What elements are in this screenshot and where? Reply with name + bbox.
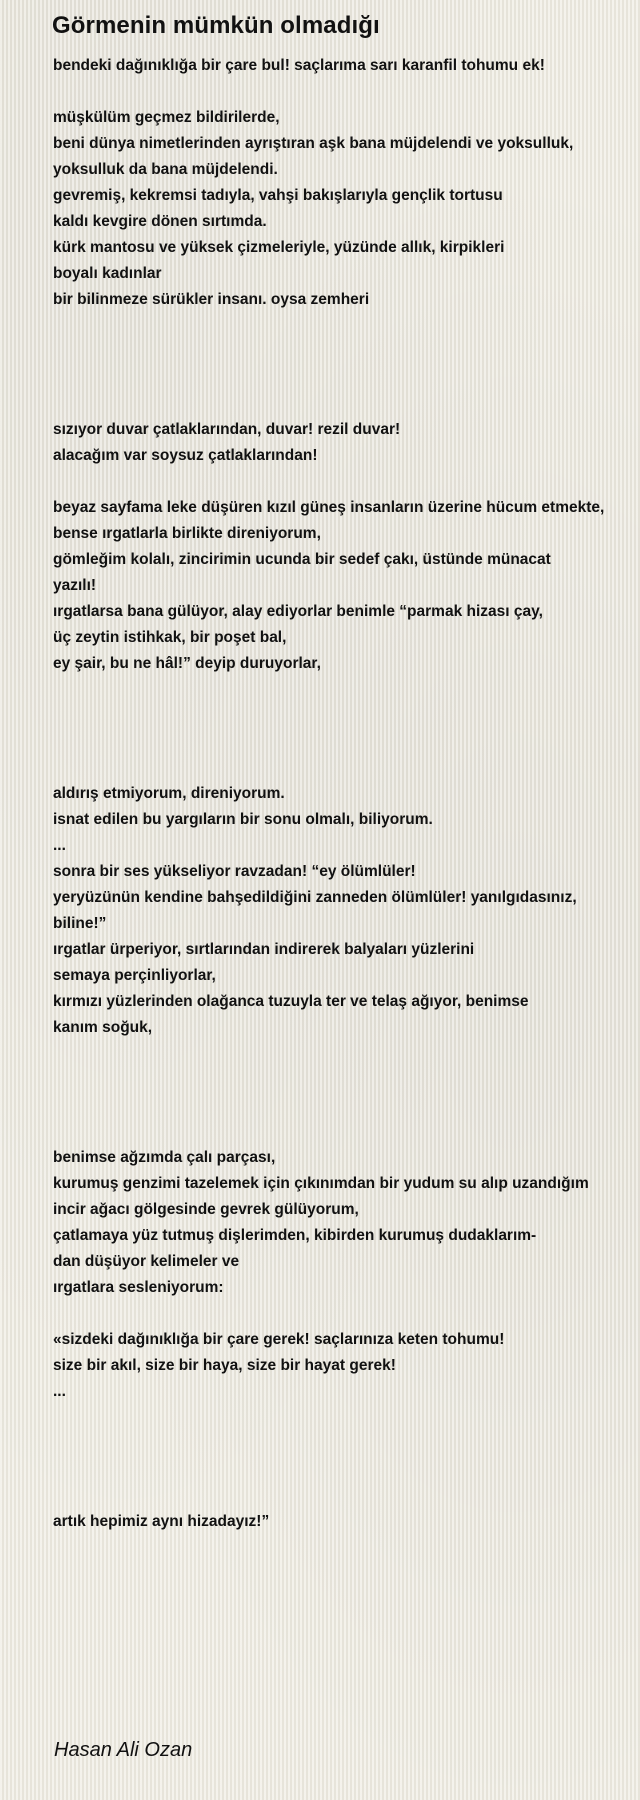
poem-line: dan düşüyor kelimeler ve — [53, 1253, 240, 1270]
poem-line: biline!” — [53, 915, 107, 932]
poem-line: kanım soğuk, — [53, 1019, 153, 1036]
poem-line: ırgatlar ürperiyor, sırtlarından indirerek balyaları yüzlerini — [53, 941, 475, 958]
poem-line: alacağım var soysuz çatlaklarından! — [53, 447, 318, 464]
stanza-7 — [53, 1327, 638, 1405]
poem-author: Hasan Ali Ozan — [54, 1739, 193, 1761]
poem-line: çatlamaya yüz tutmuş dişlerimden, kibirden kurumuş dudaklarım- — [53, 1227, 537, 1244]
stanza-5 — [53, 781, 638, 1041]
stanza-6 — [53, 1145, 638, 1301]
poem-line: bense ırgatlarla birlikte direniyorum, — [53, 525, 321, 542]
poem-line: kırmızı yüzlerinden olağanca tuzuyla ter ve telaş ağıyor, benimse — [53, 993, 529, 1010]
poem-line: yazılı! — [53, 577, 97, 594]
poem-line: boyalı kadınlar — [53, 265, 162, 282]
poem-line: benimse ağzımda çalı parçası, — [53, 1149, 276, 1166]
poem-line: ey şair, bu ne hâl!” deyip duruyorlar, — [53, 655, 321, 672]
poem-line: bir bilinmeze sürükler insanı. oysa zemheri — [53, 291, 370, 308]
poem-line: kurumuş genzimi tazelemek için çıkınımdan bir yudum su alıp uzandığım — [53, 1175, 589, 1192]
poem-line: ırgatlarsa bana gülüyor, alay ediyorlar benimle “parmak hizası çay, — [53, 603, 543, 620]
stanza-2 — [53, 105, 638, 313]
poem-line: kürk mantosu ve yüksek çizmeleriyle, yüzünde allık, kirpikleri — [53, 239, 505, 256]
poem-line: semaya perçinliyorlar, — [53, 967, 216, 984]
poem-body — [53, 53, 638, 1561]
poem-line: beni dünya nimetlerinden ayrıştıran aşk bana müjdelendi ve yoksulluk, — [53, 135, 574, 152]
poem-line: müşkülüm geçmez bildirilerde, — [53, 109, 280, 126]
stanza-3 — [53, 417, 638, 469]
poem-line: bendeki dağınıklığa bir çare bul! saçlarıma sarı karanfil tohumu ek! — [53, 57, 545, 74]
stanza-4 — [53, 495, 638, 677]
poem-title: Görmenin mümkün olmadığı — [52, 12, 380, 39]
poem-line: artık hepimiz aynı hizadayız!” — [53, 1513, 270, 1530]
poem-line: üç zeytin istihkak, bir poşet bal, — [53, 629, 287, 646]
poem-line: isnat edilen bu yargıların bir sonu olmalı, biliyorum. — [53, 811, 433, 828]
poem-line: sonra bir ses yükseliyor ravzadan! “ey ölümlüler! — [53, 863, 416, 880]
stanza-8 — [53, 1509, 638, 1535]
stanza-1 — [53, 53, 638, 79]
poem-line: ... — [53, 837, 66, 854]
poem-line: kaldı kevgire dönen sırtımda. — [53, 213, 267, 230]
poem-line: gömleğim kolalı, zincirimin ucunda bir sedef çakı, üstünde münacat — [53, 551, 551, 568]
poem-line: yeryüzünün kendine bahşedildiğini zanneden ölümlüler! yanılgıdasınız, — [53, 889, 577, 906]
poem-line: ırgatlara sesleniyorum: — [53, 1279, 224, 1296]
poem-line: beyaz sayfama leke düşüren kızıl güneş insanların üzerine hücum etmekte, — [53, 499, 605, 516]
poem-line: «sizdeki dağınıklığa bir çare gerek! saçlarınıza keten tohumu! — [53, 1331, 505, 1348]
poem-line: aldırış etmiyorum, direniyorum. — [53, 785, 285, 802]
poem-line: sızıyor duvar çatlaklarından, duvar! rezil duvar! — [53, 421, 401, 438]
poem-line: incir ağacı gölgesinde gevrek gülüyorum, — [53, 1201, 359, 1218]
poem-line: yoksulluk da bana müjdelendi. — [53, 161, 278, 178]
poem-line: gevremiş, kekremsi tadıyla, vahşi bakışlarıyla gençlik tortusu — [53, 187, 503, 204]
poem-line: size bir akıl, size bir haya, size bir hayat gerek! — [53, 1357, 396, 1374]
poem-line: ... — [53, 1383, 66, 1400]
